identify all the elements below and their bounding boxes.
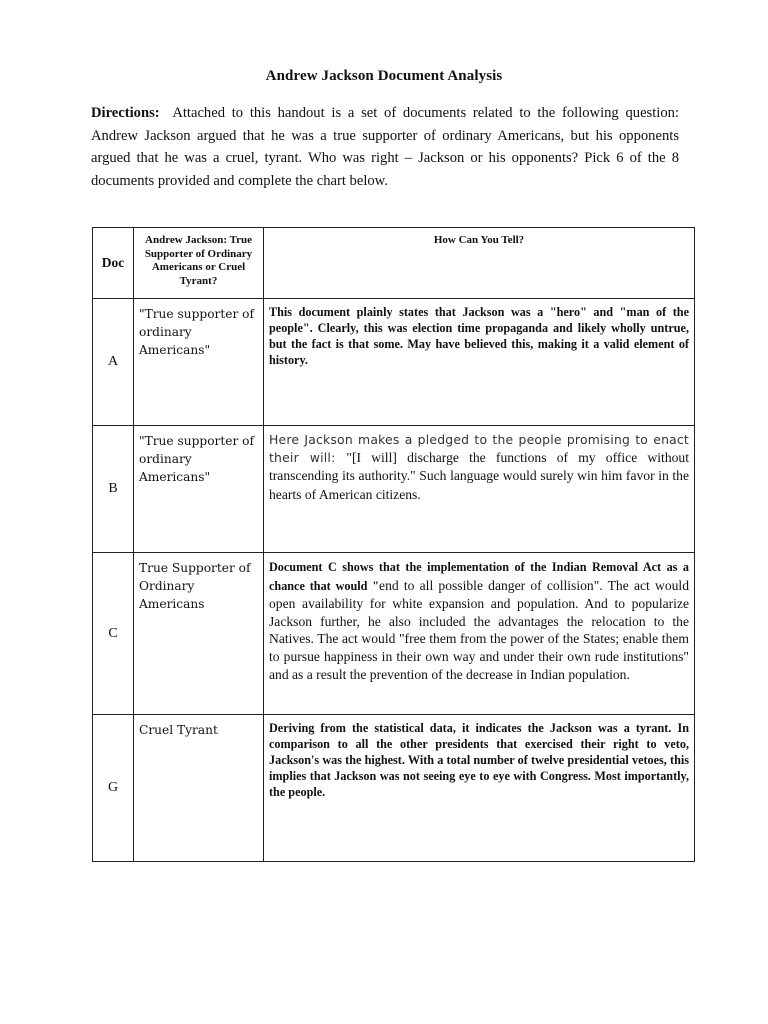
directions-text: Attached to this handout is a set of documents related to the following question: Andrew Jackson argued that he was a true supporter of ordinary Americans, but his opponents argued that he was a cruel, tyrant. Who was right – Jackson or his opponents? Pick 6 of the 8 documents provided and complete the chart below. <box>91 105 679 189</box>
table-row <box>93 426 695 553</box>
doc-letter: G <box>93 715 134 862</box>
answer-cell: Cruel Tyrant <box>134 715 264 862</box>
table-row <box>93 553 695 715</box>
explanation-cell: This document plainly states that Jackson was a "hero" and "man of the people". Clearly, this was election time propaganda and likely wholly untrue, but the fact is that some. May have believed this, making it a valid element of history. <box>264 299 695 426</box>
answer-cell: "True supporter of ordinary Americans" <box>134 299 264 426</box>
doc-letter: C <box>93 553 134 715</box>
directions-paragraph <box>91 102 679 192</box>
explanation-part-2: "[I will] discharge the functions of my office without transcending its authority." Such language would surely win him favor in the hearts of American citizens. <box>269 450 689 502</box>
header-question: Andrew Jackson: True Supporter of Ordinary Americans or Cruel Tyrant? <box>134 228 264 299</box>
answer-cell: "True supporter of ordinary Americans" <box>134 426 264 553</box>
directions-label: Directions: <box>91 105 160 121</box>
explanation-part-1: Here Jackson makes a pledged to the people promising to enact their will: <box>269 432 689 466</box>
answer-cell: True Supporter of Ordinary Americans <box>134 553 264 715</box>
header-row <box>93 228 695 299</box>
table-row <box>93 299 695 426</box>
header-how-can-you-tell: How Can You Tell? <box>264 228 695 299</box>
doc-letter: B <box>93 426 134 553</box>
header-doc: Doc <box>93 228 134 299</box>
explanation-cell <box>264 553 695 715</box>
explanation-bold-part: Document C shows that the implementation of the Indian Removal Act as a chance that would " <box>269 560 689 593</box>
document-title: Andrew Jackson Document Analysis <box>265 68 503 84</box>
analysis-chart <box>92 227 695 862</box>
table-row <box>93 715 695 862</box>
doc-letter: A <box>93 299 134 426</box>
explanation-cell: Deriving from the statistical data, it indicates the Jackson was a tyrant. In comparison to all the other presidents that exercised their right to veto, Jackson's was the highest. With a total number of twelve presidential vetoes, this implies that Jackson was not seeing eye to eye with Congress. Most importantly, the people. <box>264 715 695 862</box>
explanation-rest: end to all possible danger of collision". The act would open availability for white expansion and population. And to popularize Jackson further, he also included the advantages the relocation to the Natives. The act would "free them from the power of the States; enable them to pursue happiness in their own way and under their own rude institutions" and as a result the prevention of the decrease in Indian population. <box>269 577 689 682</box>
explanation-cell <box>264 426 695 553</box>
